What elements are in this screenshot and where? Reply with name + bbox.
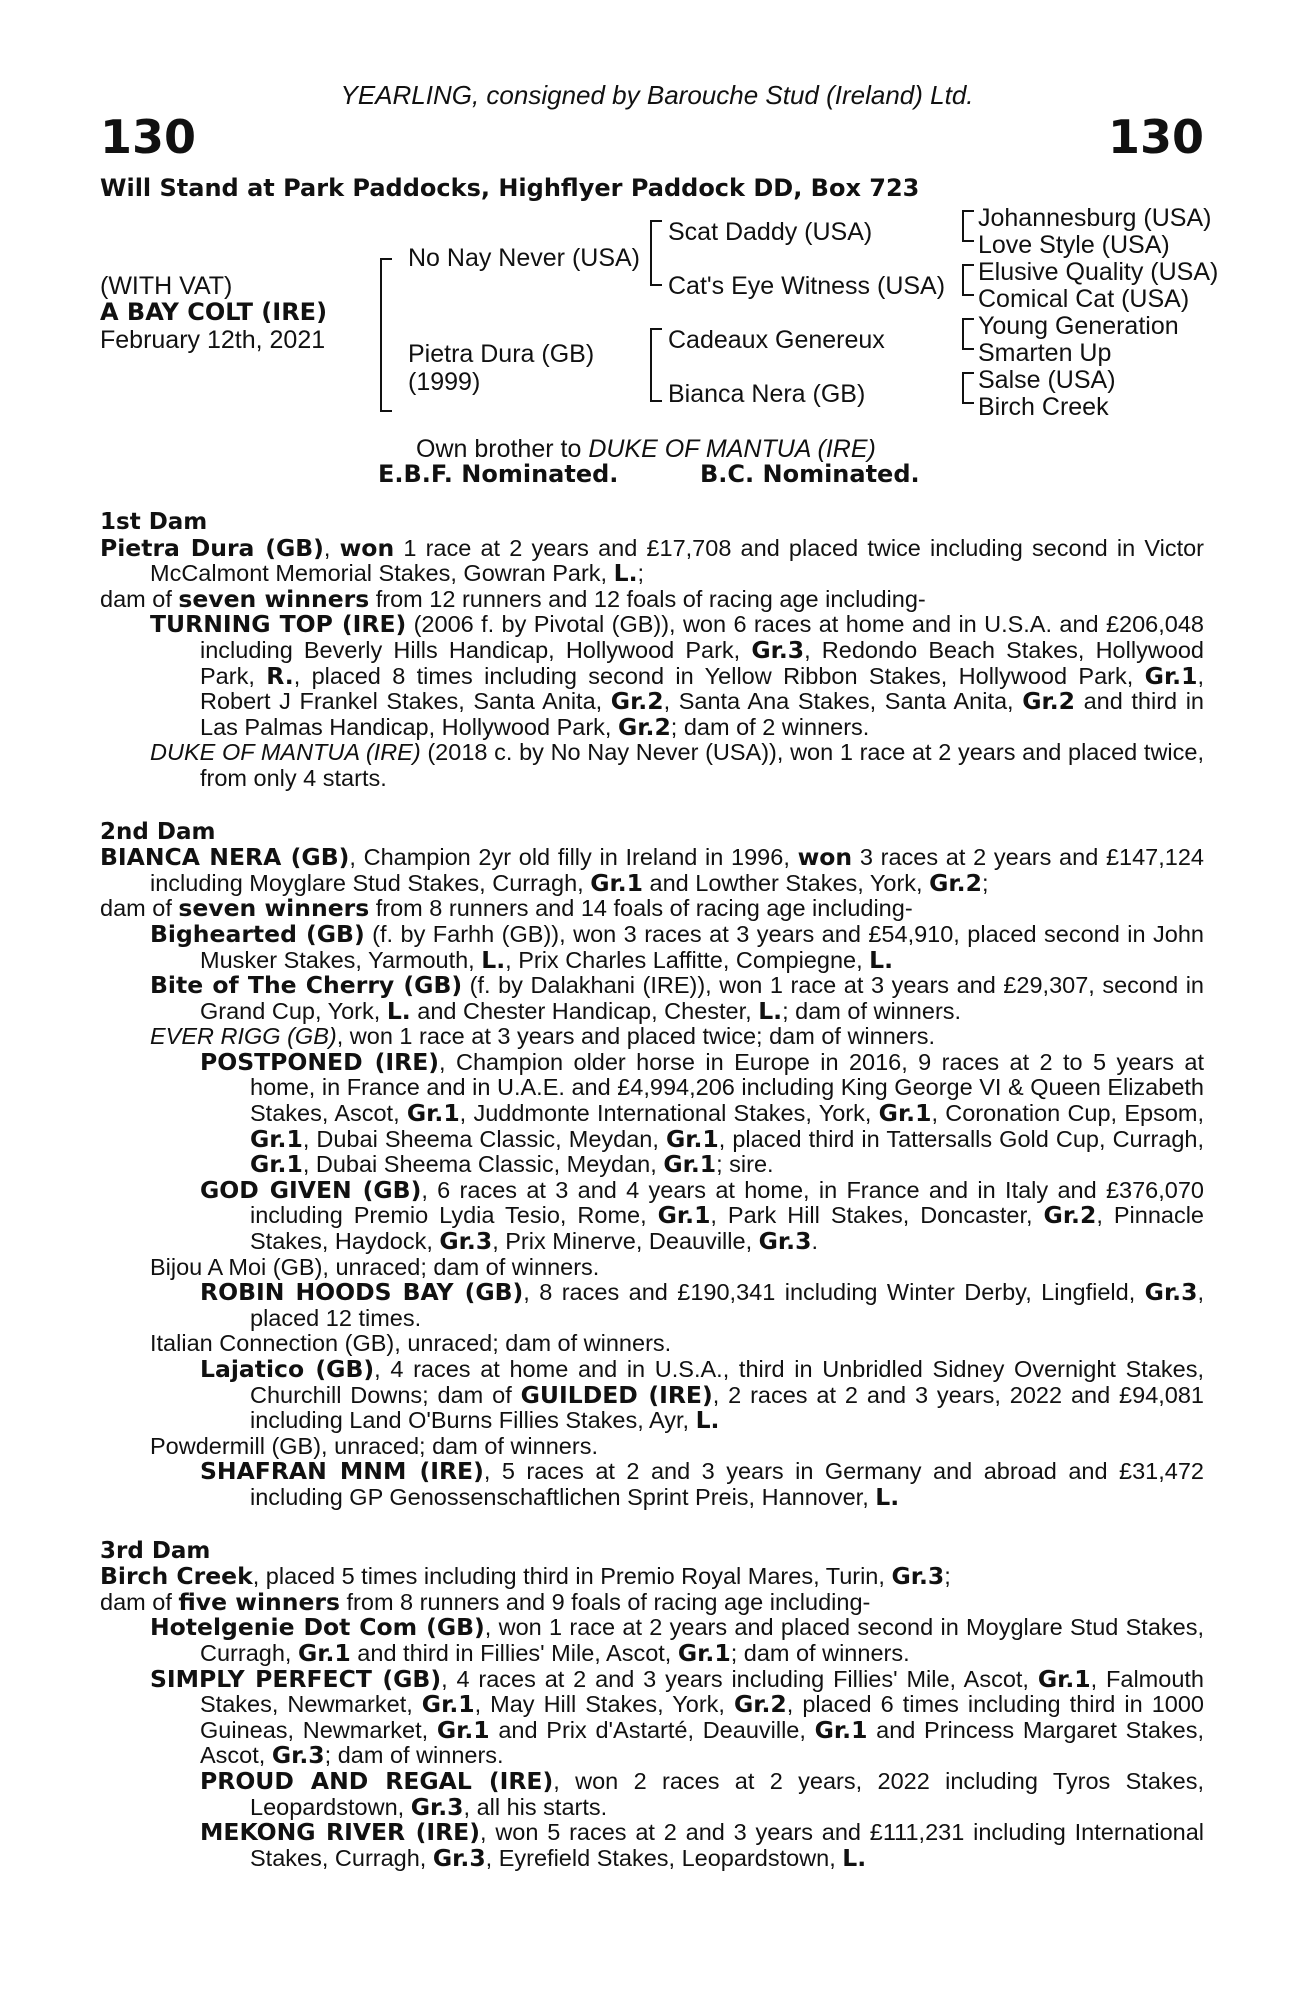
brace-dd <box>962 372 974 404</box>
brace-sd <box>962 264 974 296</box>
vat-label: (WITH VAT) <box>100 272 233 300</box>
produce-ever-rigg: EVER RIGG (GB), won 1 race at 3 years and placed twice; dam of winners. <box>150 1023 935 1050</box>
produce-lajatico: Lajatico (GB), 4 races at home and in U.S.A., third in Unbridled Sidney Overnight Stakes, Churchill Downs; dam of GUILDED (IRE), 2 races at 2 and 3 years, 2022 and £94,081 including Land O'Burns Fillies Stakes, Ayr, L. <box>200 1355 1204 1435</box>
sire-dam-sire: Elusive Quality (USA) <box>978 258 1219 286</box>
horse-name: A BAY COLT (IRE) <box>100 298 328 326</box>
dam: Pietra Dura (GB) <box>408 340 595 368</box>
produce-bite-of-the-cherry: Bite of The Cherry (GB) (f. by Dalakhani (IRE)), won 1 race at 3 years and £29,307, second in Grand Cup, York, L. and Chester Handicap, Chester, L.; dam of winners. <box>150 971 1204 1025</box>
sire-dam-dam: Comical Cat (USA) <box>978 285 1190 313</box>
sire-sire-dam: Love Style (USA) <box>978 231 1170 259</box>
brace-main <box>380 258 392 412</box>
second-dam-entry: BIANCA NERA (GB), Champion 2yr old filly in Ireland in 1996, won 3 races at 2 years and £147,124 including Moyglare Stud Stakes, Curragh, Gr.1 and Lowther Stakes, York, Gr.2; <box>100 843 1204 897</box>
first-dam-heading: 1st Dam <box>100 509 208 535</box>
produce-robin-hoods-bay: ROBIN HOODS BAY (GB), 8 races and £190,341 including Winter Derby, Lingfield, Gr.3, placed 12 times. <box>200 1278 1204 1331</box>
brace-ss <box>962 210 974 242</box>
second-dam-heading: 2nd Dam <box>100 818 216 845</box>
foaling-date: February 12th, 2021 <box>100 326 326 354</box>
stand-location: Will Stand at Park Paddocks, Highflyer Paddock DD, Box 723 <box>100 174 920 202</box>
dam-sire-dam: Smarten Up <box>978 339 1112 367</box>
sire-sire: Scat Daddy (USA) <box>668 218 873 246</box>
second-dam-produce-summary: dam of seven winners from 8 runners and 14 foals of racing age including- <box>100 894 913 923</box>
sire: No Nay Never (USA) <box>408 244 640 272</box>
produce-bighearted: Bighearted (GB) (f. by Farhh (GB)), won 3 races at 3 years and £54,910, placed second in John Musker Stakes, Yarmouth, L., Prix Charles Laffitte, Compiegne, L. <box>150 919 1204 974</box>
brace-sire <box>650 220 662 286</box>
produce-proud-and-regal: PROUD AND REGAL (IRE), won 2 races at 2 years, 2022 including Tyros Stakes, Leopardstown, Gr.3, all his starts. <box>200 1766 1204 1821</box>
sire-sire-sire: Johannesburg (USA) <box>978 204 1212 232</box>
dam-year: (1999) <box>408 368 481 396</box>
sire-dam: Cat's Eye Witness (USA) <box>668 272 946 300</box>
produce-simply-perfect: SIMPLY PERFECT (GB), 4 races at 2 and 3 years including Fillies' Mile, Ascot, Gr.1, Falmouth Stakes, Newmarket, Gr.1, May Hill Stakes, York, Gr.2, placed 6 times including third in 1000 Guineas, Newmarket, Gr.1 and Prix d'Astarté, Deauville, Gr.1 and Princess Margaret Stakes, Ascot, Gr.3; dam of winners. <box>150 1664 1204 1770</box>
produce-hotelgenie-dot-com: Hotelgenie Dot Com (GB), won 1 race at 2 years and placed second in Moyglare Stud Stakes, Curragh, Gr.1 and third in Fillies' Mile, Ascot, Gr.1; dam of winners. <box>150 1613 1204 1667</box>
lot-number-left: 130 <box>100 110 197 164</box>
consignment-line: YEARLING, consigned by Barouche Stud (Ireland) Ltd. <box>340 80 974 110</box>
brace-ds <box>962 318 974 350</box>
dam-sire: Cadeaux Genereux <box>668 326 885 354</box>
produce-italian-connection: Italian Connection (GB), unraced; dam of winners. <box>150 1330 672 1357</box>
dam-sire-sire: Young Generation <box>978 312 1179 340</box>
dam-dam-sire: Salse (USA) <box>978 366 1116 394</box>
first-dam-produce-summary: dam of seven winners from 12 runners and 12 foals of racing age including- <box>100 584 926 613</box>
third-dam-entry: Birch Creek, placed 5 times including third in Premio Royal Mares, Turin, Gr.3; <box>100 1562 951 1591</box>
third-dam-produce-summary: dam of five winners from 8 runners and 9 foals of racing age including- <box>100 1587 871 1616</box>
bc-nominated: B.C. Nominated. <box>700 460 920 488</box>
produce-powdermill: Powdermill (GB), unraced; dam of winners. <box>150 1432 598 1459</box>
produce-god-given: GOD GIVEN (GB), 6 races at 3 and 4 years at home, in France and in Italy and £376,070 including Premio Lydia Tesio, Rome, Gr.1, Park Hill Stakes, Doncaster, Gr.2, Pinnacle Stakes, Haydock, Gr.3, Prix Minerve, Deauville, Gr.3. <box>200 1175 1204 1256</box>
first-dam-entry: Pietra Dura (GB), won 1 race at 2 years and £17,708 and placed twice including second in Victor McCalmont Memorial Stakes, Gowran Park, L.; <box>100 533 1204 588</box>
produce-duke-of-mantua: DUKE OF MANTUA (IRE) (2018 c. by No Nay Never (USA)), won 1 race at 2 years and placed twice, from only 4 starts. <box>150 739 1204 791</box>
produce-bijou-a-moi: Bijou A Moi (GB), unraced; dam of winners. <box>150 1253 600 1280</box>
dam-dam-dam: Birch Creek <box>978 393 1109 421</box>
lot-number-right: 130 <box>1107 110 1204 164</box>
produce-mekong-river: MEKONG RIVER (IRE), won 5 races at 2 and 3 years and £111,231 including International Stakes, Curragh, Gr.3, Eyrefield Stakes, Leopardstown, L. <box>200 1818 1204 1872</box>
ebf-nominated: E.B.F. Nominated. <box>378 460 619 488</box>
produce-turning-top: TURNING TOP (IRE) (2006 f. by Pivotal (GB)), won 6 races at home and in U.S.A. and £206,048 including Beverly Hills Handicap, Hollywood Park, Gr.3, Redondo Beach Stakes, Hollywood Park, R., placed 8 times including second in Yellow Ribbon Stakes, Hollywood Park, Gr.1, Robert J Frankel Stakes, Santa Anita, Gr.2, Santa Ana Stakes, Santa Anita, Gr.2 and third in Las Palmas Handicap, Hollywood Park, Gr.2; dam of 2 winners. <box>150 610 1204 741</box>
produce-shafran-mnm: SHAFRAN MNM (IRE), 5 races at 2 and 3 years in Germany and abroad and £31,472 including GP Genossenschaftlichen Sprint Preis, Hannover, L. <box>200 1457 1204 1511</box>
dam-dam: Bianca Nera (GB) <box>668 380 866 408</box>
third-dam-heading: 3rd Dam <box>100 1537 211 1564</box>
own-brother-note: Own brother to DUKE OF MANTUA (IRE) <box>416 435 876 463</box>
produce-postponed: POSTPONED (IRE), Champion older horse in Europe in 2016, 9 races at 2 to 5 years at home, in France and in U.A.E. and £4,994,206 including King George VI & Queen Elizabeth Stakes, Ascot, Gr.1, Juddmonte International Stakes, York, Gr.1, Coronation Cup, Epsom, Gr.1, Dubai Sheema Classic, Meydan, Gr.1, placed third in Tattersalls Gold Cup, Curragh, Gr.1, Dubai Sheema Classic, Meydan, Gr.1; sire. <box>200 1047 1205 1179</box>
catalogue-body <box>100 510 1204 1871</box>
brace-dam <box>650 328 662 402</box>
